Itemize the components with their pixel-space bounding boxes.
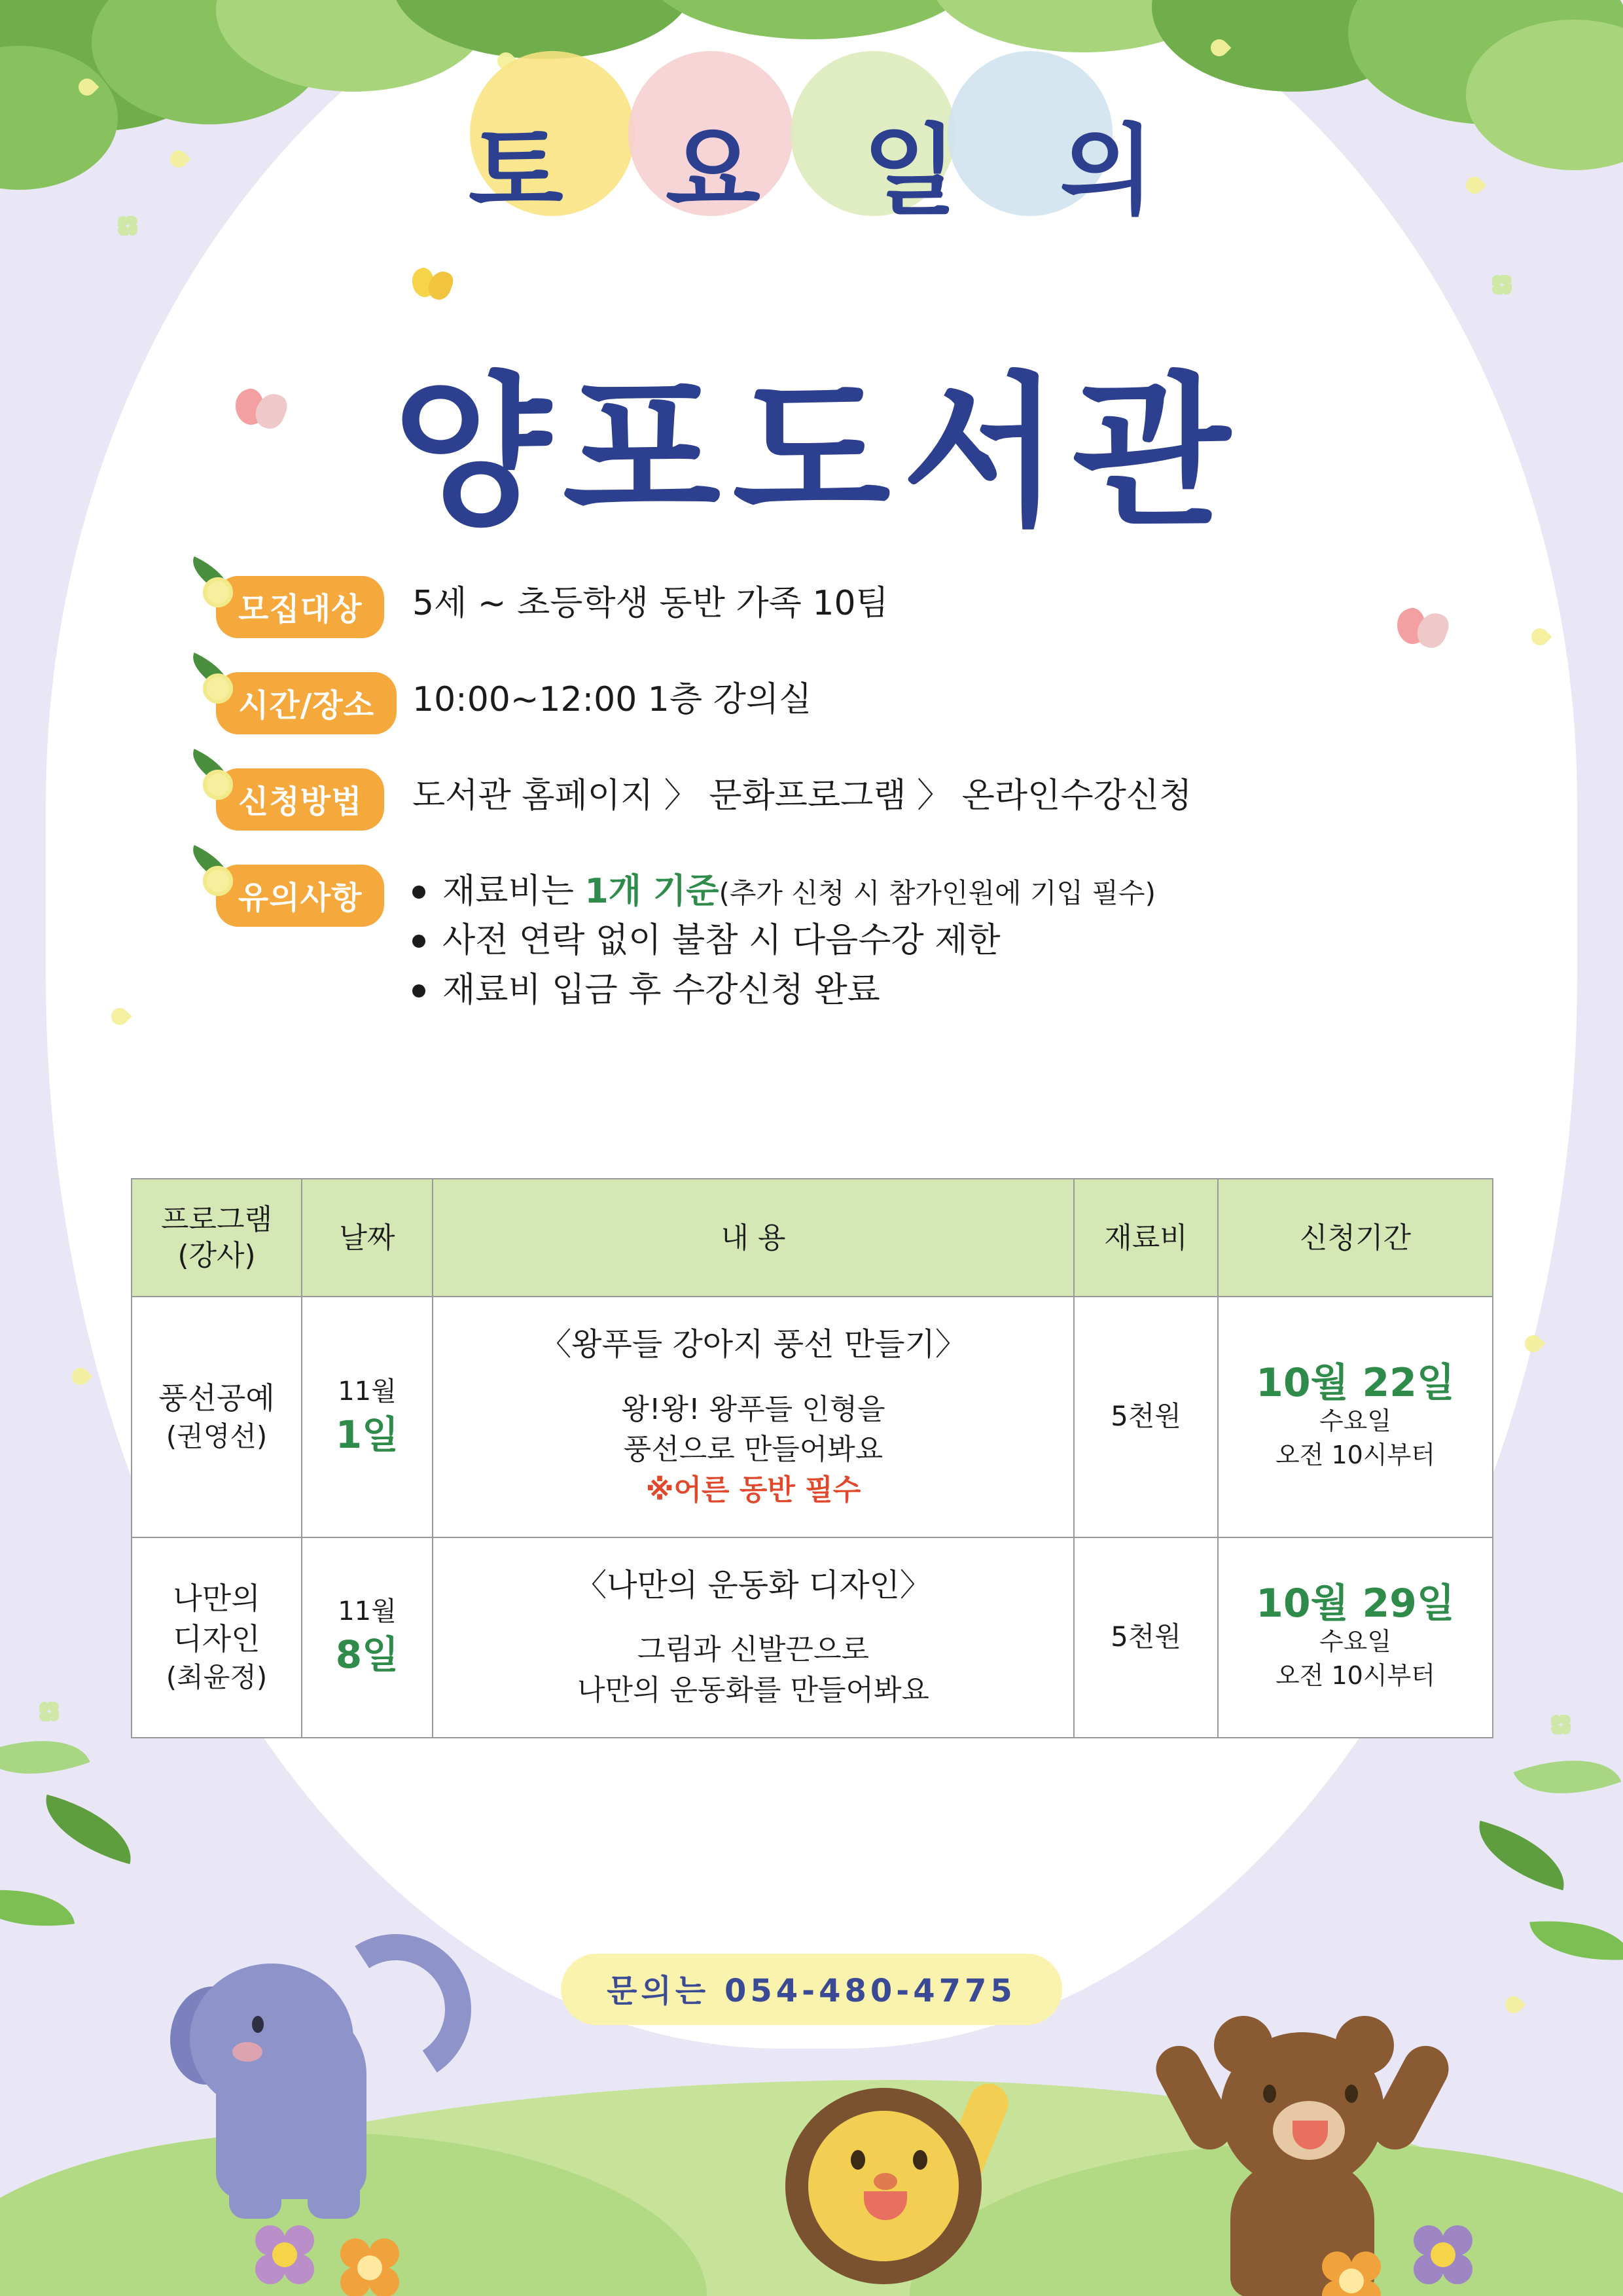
cell-fee: 5천원 — [1074, 1297, 1218, 1537]
date-day: 1일 — [335, 1412, 399, 1457]
leaf-flower-icon — [186, 656, 240, 710]
notice-item — [412, 966, 1156, 1015]
title-line-1: 토 요 일 의 — [468, 115, 1189, 228]
notice-text-prefix: 재료비 입금 후 수강신청 완료 — [442, 970, 880, 1010]
title-circle-group — [0, 39, 1623, 236]
info-tag-label: 시간/장소 — [216, 672, 397, 734]
cell-apply — [1218, 1537, 1493, 1738]
apply-weekday: 수요일 — [1319, 1627, 1392, 1657]
program-teacher: (권영선) — [166, 1420, 268, 1453]
decor-clover — [1551, 1715, 1571, 1734]
table-header-date: 날짜 — [302, 1179, 433, 1297]
content-line-1: 그림과 신발끈으로 — [637, 1633, 870, 1667]
bullet-icon — [412, 984, 425, 997]
notice-text-prefix: 재료비는 — [442, 872, 585, 911]
content-line-1: 왕!왕! 왕푸들 인형을 — [621, 1392, 885, 1426]
notice-item — [412, 916, 1156, 965]
cell-fee: 5천원 — [1074, 1537, 1218, 1738]
program-teacher: (최윤정) — [166, 1661, 268, 1694]
program-name: 풍선공예 — [158, 1380, 275, 1416]
decor-clover — [39, 1702, 59, 1721]
date-day: 8일 — [335, 1632, 399, 1677]
cell-content — [433, 1537, 1074, 1738]
cell-program — [132, 1297, 302, 1537]
apply-date: 10월 22일 — [1256, 1360, 1455, 1407]
cell-content — [433, 1297, 1074, 1537]
elephant-cheek — [232, 2042, 262, 2062]
notice-text-prefix: 사전 연락 없이 불참 시 다음수강 제한 — [442, 921, 1001, 961]
info-row-apply-method — [177, 768, 1486, 831]
info-tag-label: 유의사항 — [216, 865, 384, 927]
info-row-text: 5세 ~ 초등학생 동반 가족 10팀 — [412, 584, 889, 623]
table-row — [132, 1297, 1493, 1537]
notice-text-highlight: 1개 기준 — [584, 872, 719, 911]
tag-container — [177, 865, 412, 927]
leaf-flower-icon — [186, 753, 240, 806]
info-row-notice — [177, 865, 1486, 1015]
contact-badge: 문의는 054-480-4775 — [561, 1954, 1062, 2025]
notice-text-suffix: (추가 신청 시 참가인원에 기입 필수) — [719, 877, 1156, 909]
elephant-head — [190, 1964, 353, 2114]
lion-eye — [913, 2150, 927, 2170]
decor-clover — [1492, 275, 1512, 295]
bear-eye-right — [1345, 2085, 1358, 2103]
content-line-2: 나만의 운동화를 만들어봐요 — [577, 1673, 930, 1707]
content-heading: 〈나만의 운동화 디자인〉 — [575, 1566, 931, 1604]
info-row-target — [177, 576, 1486, 638]
elephant-eye — [252, 2016, 264, 2033]
tag-container — [177, 576, 412, 638]
notice-list — [412, 865, 1156, 1015]
notice-item — [412, 867, 1156, 916]
info-row-text: 10:00~12:00 1층 강의실 — [412, 680, 812, 719]
bear-eye-left — [1263, 2085, 1276, 2103]
lion-nose — [874, 2173, 897, 2190]
cell-date — [302, 1297, 433, 1537]
bullet-icon — [412, 886, 425, 899]
cell-apply — [1218, 1297, 1493, 1537]
table-header-content: 내 용 — [433, 1179, 1074, 1297]
title-line-2: 양포도서관 — [393, 357, 1242, 548]
schedule-table-container — [131, 1178, 1492, 1738]
info-row-text: 도서관 홈페이지 〉 문화프로그램 〉 온라인수강신청 — [412, 776, 1192, 816]
poster-title — [0, 39, 1623, 548]
apply-time: 오전 10시부터 — [1275, 1660, 1435, 1690]
cell-date — [302, 1537, 433, 1738]
table-header-program-line2: (강사) — [177, 1239, 256, 1272]
date-month: 11월 — [338, 1376, 397, 1407]
info-section — [177, 576, 1486, 1049]
date-month: 11월 — [338, 1596, 397, 1627]
content-line-2: 풍선으로 만들어봐요 — [623, 1433, 883, 1467]
table-row — [132, 1537, 1493, 1738]
schedule-table — [131, 1178, 1493, 1738]
apply-weekday: 수요일 — [1319, 1407, 1392, 1436]
tag-container — [177, 672, 412, 734]
program-name: 나만의 — [173, 1581, 260, 1617]
apply-date: 10월 29일 — [1256, 1581, 1455, 1627]
table-header-apply: 신청기간 — [1218, 1179, 1493, 1297]
apply-time: 오전 10시부터 — [1275, 1440, 1435, 1469]
cell-program — [132, 1537, 302, 1738]
lion-eye — [851, 2150, 865, 2170]
leaf-flower-icon — [186, 560, 240, 614]
bullet-icon — [412, 935, 425, 948]
table-header-program — [132, 1179, 302, 1297]
info-row-time-place — [177, 672, 1486, 734]
elephant-leg — [308, 2166, 360, 2219]
info-tag-label: 모집대상 — [216, 576, 384, 638]
table-header-fee: 재료비 — [1074, 1179, 1218, 1297]
tag-container — [177, 768, 412, 831]
content-note: ※어른 동반 필수 — [645, 1473, 861, 1507]
leaf-flower-icon — [186, 849, 240, 903]
program-name-2: 디자인 — [173, 1621, 260, 1657]
info-tag-label: 신청방법 — [216, 768, 384, 831]
content-heading: 〈왕푸들 강아지 풍선 만들기〉 — [540, 1326, 967, 1363]
table-header-program-line1: 프로그램 — [160, 1203, 272, 1236]
elephant-leg — [229, 2166, 281, 2219]
table-header-row — [132, 1179, 1493, 1297]
